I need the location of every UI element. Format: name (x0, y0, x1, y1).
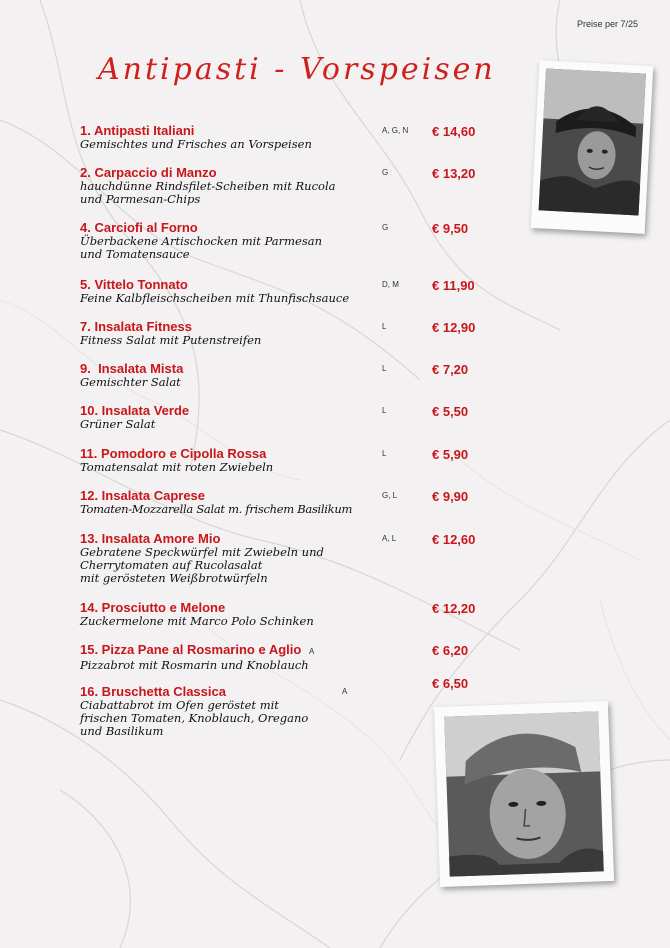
menu-item (80, 277, 500, 305)
item-allergens: A, G, N (382, 126, 409, 135)
item-description-line: Grüner Salat (80, 417, 156, 431)
item-price: € 12,20 (432, 601, 476, 616)
menu-item (80, 488, 500, 516)
item-description (80, 138, 500, 151)
item-name: 9. Insalata Mista (80, 361, 184, 376)
item-allergens: A, L (382, 534, 397, 543)
item-description (80, 615, 500, 628)
item-description-line: hauchdünne Rindsfilet-Scheiben mit Rucola (80, 179, 336, 193)
menu-item (80, 600, 500, 628)
item-price: € 12,60 (432, 532, 476, 547)
item-allergens: G (382, 168, 389, 177)
item-allergens: L (382, 449, 387, 458)
item-description-line: Tomatensalat mit roten Zwiebeln (80, 460, 274, 474)
item-name: 13. Insalata Amore Mio (80, 531, 221, 546)
item-name: 2. Carpaccio di Manzo (80, 165, 217, 180)
item-name: 4. Carciofi al Forno (80, 220, 198, 235)
item-allergens: G (382, 223, 389, 232)
item-allergens: G, L (382, 491, 398, 500)
item-description (80, 659, 500, 672)
item-description (80, 376, 500, 389)
menu-item (80, 403, 500, 431)
item-price: € 12,90 (432, 320, 476, 335)
menu-item (80, 123, 500, 151)
item-description-line: Feine Kalbfleischscheiben mit Thunfischsauce (80, 291, 350, 305)
item-allergens: L (382, 322, 387, 331)
item-price: € 6,50 (432, 676, 469, 691)
item-allergens: D, M (382, 280, 399, 289)
item-description (80, 699, 500, 738)
item-description-line: Pizzabrot mit Rosmarin und Knoblauch (80, 658, 309, 672)
item-description (80, 180, 500, 206)
item-price: € 9,50 (432, 221, 469, 236)
item-name: 7. Insalata Fitness (80, 319, 192, 334)
item-name: 12. Insalata Caprese (80, 488, 206, 503)
item-name: 11. Pomodoro e Cipolla Rossa (80, 446, 267, 461)
menu-item (80, 319, 500, 347)
photo-man-with-hat (531, 60, 654, 234)
item-description-line: Ciabattabrot im Ofen geröstet mit (80, 698, 279, 712)
item-price: € 13,20 (432, 166, 476, 181)
item-description (80, 334, 500, 347)
item-description-line: Zuckermelone mit Marco Polo Schinken (80, 614, 314, 628)
item-allergens: A (342, 687, 348, 696)
item-description (80, 503, 500, 516)
item-description-line: Gebratene Speckwürfel mit Zwiebeln und (80, 545, 324, 559)
item-name: 5. Vittelo Tonnato (80, 277, 188, 292)
item-description-line: mit gerösteten Weißbrotwürfeln (80, 571, 268, 585)
item-price: € 9,90 (432, 489, 469, 504)
item-description (80, 235, 500, 261)
menu-item (80, 361, 500, 389)
item-description (80, 292, 500, 305)
item-price: € 14,60 (432, 124, 476, 139)
item-description-line: und Basilikum (80, 724, 164, 738)
item-description (80, 461, 500, 474)
item-name: 10. Insalata Verde (80, 403, 190, 418)
item-description (80, 546, 500, 585)
page-title: Antipasti - Vorspeisen (98, 52, 496, 87)
price-note: Preise per 7/25 (576, 19, 638, 29)
item-price: € 5,50 (432, 404, 469, 419)
menu-item (80, 165, 500, 206)
item-description-line: Cherrytomaten auf Rucolasalat (80, 558, 263, 572)
item-description-line: und Tomatensauce (80, 247, 190, 261)
item-name: 14. Prosciutto e Melone (80, 600, 226, 615)
item-description-line: Tomaten-Mozzarella Salat m. frischem Basilikum (80, 502, 353, 516)
item-price: € 6,20 (432, 643, 469, 658)
item-name: 1. Antipasti Italiani (80, 123, 195, 138)
item-allergens: A (308, 647, 315, 656)
menu-item (80, 531, 500, 585)
item-price: € 5,90 (432, 447, 469, 462)
portrait-hat-image (531, 60, 654, 234)
item-allergens: L (382, 406, 387, 415)
item-name-text: 15. Pizza Pane al Rosmarino e Aglio (80, 642, 302, 657)
item-description (80, 418, 500, 431)
item-description-line: und Parmesan-Chips (80, 192, 201, 206)
menu-item (80, 676, 500, 738)
menu-item (80, 220, 500, 261)
item-name: 16. Bruschetta Classica (80, 684, 226, 699)
item-price: € 7,20 (432, 362, 469, 377)
item-allergens: L (382, 364, 387, 373)
item-description-line: Überbackene Artischocken mit Parmesan (80, 234, 323, 248)
item-description-line: Gemischter Salat (80, 375, 181, 389)
item-price: € 11,90 (432, 278, 475, 293)
menu-item (80, 642, 500, 672)
item-description-line: Fitness Salat mit Putenstreifen (80, 333, 262, 347)
menu-item (80, 446, 500, 474)
item-description-line: Gemischtes und Frisches an Vorspeisen (80, 137, 312, 151)
item-description-line: frischen Tomaten, Knoblauch, Oregano (80, 711, 309, 725)
